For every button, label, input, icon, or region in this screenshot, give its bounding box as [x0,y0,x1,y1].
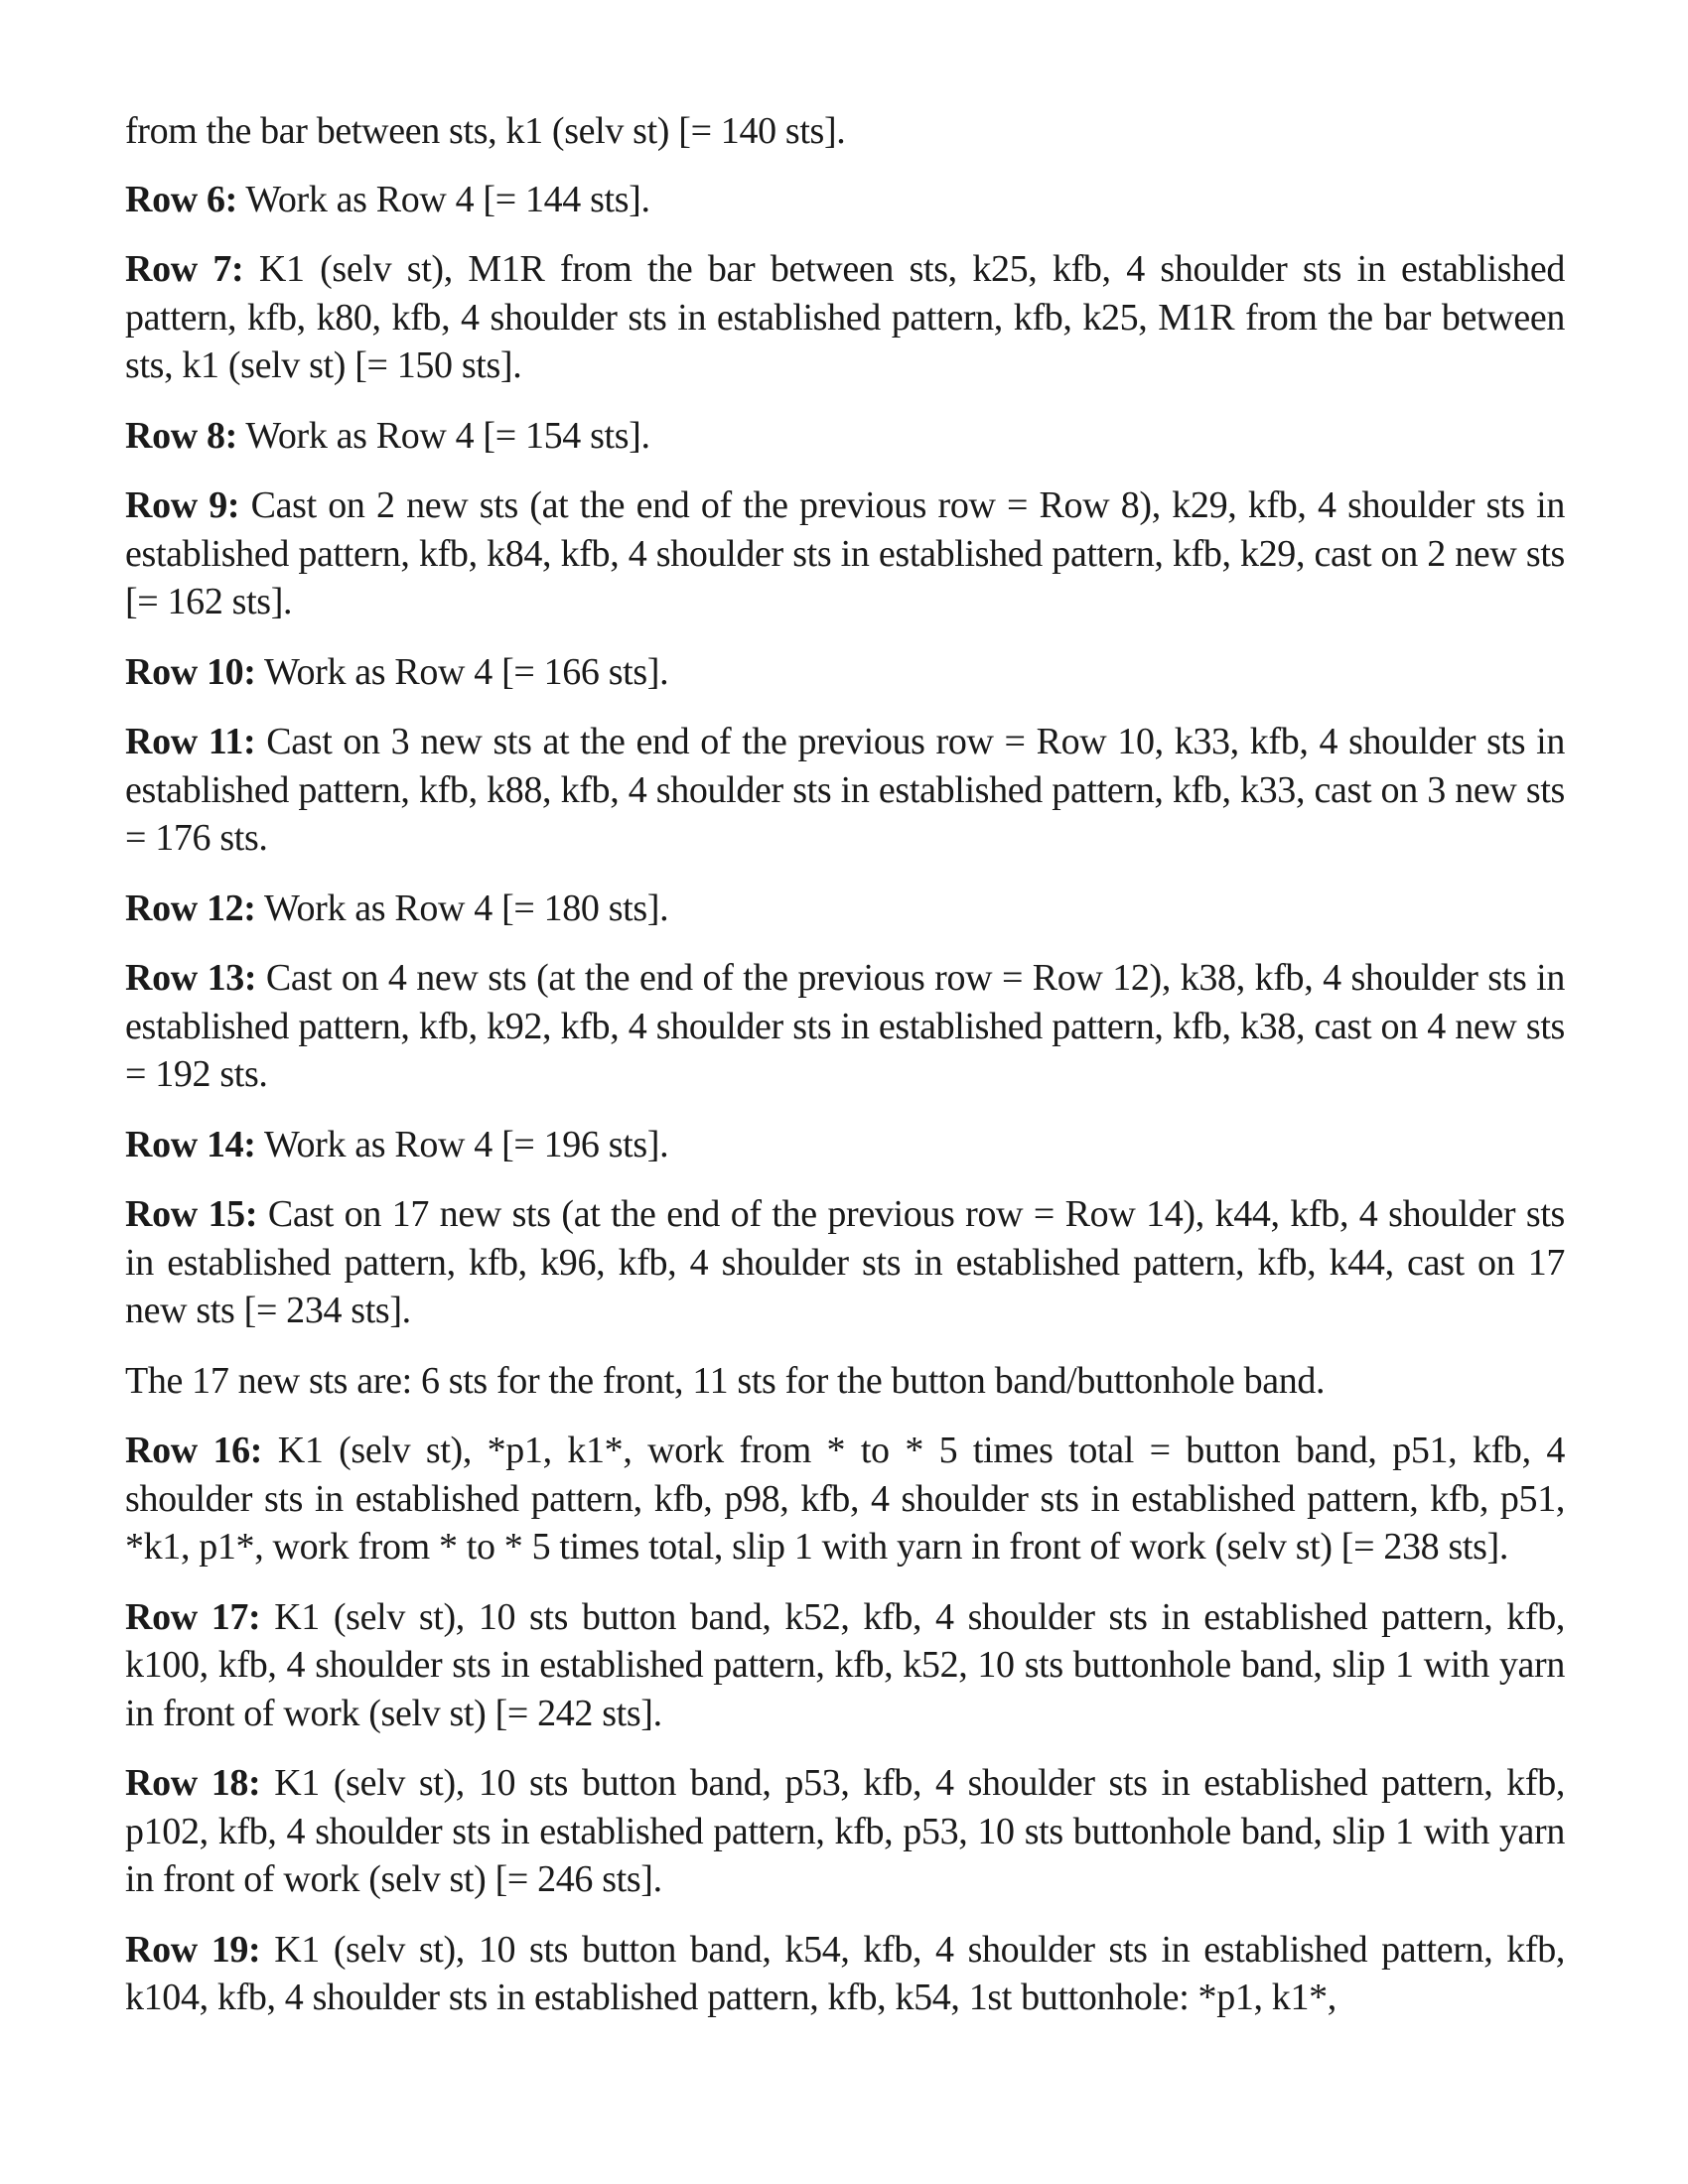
paragraph-row-11 [125,718,1565,863]
row-label: Row 6: [125,178,237,220]
row-label: Row 19: [125,1928,261,1971]
row-label: Row 9: [125,484,240,526]
paragraph-text: K1 (selv st), 10 sts button band, k54, kfb, 4 shoulder sts in established pattern, kfb, k104, kfb, 4 shoulder sts in established pattern, kfb, k54, 1st buttonhole: *p1, k1*, [125,1928,1565,2018]
paragraph-text: K1 (selv st), M1R from the bar between sts, k25, kfb, 4 shoulder sts in established pattern, kfb, k80, kfb, 4 shoulder sts in established pattern, kfb, k25, M1R from the bar between sts, k1 (selv st) [= 150 sts]. [125,248,1565,386]
row-label: Row 7: [125,248,244,290]
paragraph-continuation [125,107,1565,156]
paragraph-text: The 17 new sts are: 6 sts for the front, 11 sts for the button band/buttonhole band. [125,1359,1326,1402]
paragraph-row-16 [125,1427,1565,1571]
paragraph-row-10 [125,648,1565,697]
paragraph-row-18 [125,1759,1565,1904]
paragraph-text: Work as Row 4 [= 196 sts]. [255,1123,669,1165]
paragraph-text: Work as Row 4 [= 154 sts]. [236,414,650,457]
row-label: Row 11: [125,721,256,762]
paragraph-text: Work as Row 4 [= 144 sts]. [236,178,650,220]
paragraph-note [125,1357,1565,1406]
paragraph-text: K1 (selv st), *p1, k1*, work from * to * 5 times total = button band, p51, kfb, 4 shoulder sts in established pattern, kfb, p98, kfb, 4 shoulder sts in established pattern, kfb, p51, *k1, p1*, work from * to * 5 times total, slip 1 with yarn in front of work (selv st) [= 238 sts]. [125,1430,1566,1568]
paragraph-text: Cast on 4 new sts (at the end of the previous row = Row 12), k38, kfb, 4 shoulder sts in established pattern, kfb, k92, kfb, 4 shoulder sts in established pattern, kfb, k38, cast on 4 new sts = 192 sts. [125,957,1565,1095]
paragraph-text: Work as Row 4 [= 166 sts]. [255,650,669,693]
paragraph-text: Cast on 2 new sts (at the end of the previous row = Row 8), k29, kfb, 4 shoulder sts in established pattern, kfb, k84, kfb, 4 shoulder sts in established pattern, kfb, k29, cast on 2 new sts [= 162 sts]. [125,484,1565,622]
paragraph-row-19 [125,1926,1565,2022]
paragraph-row-7 [125,245,1565,390]
paragraph-row-9 [125,481,1565,626]
row-label: Row 16: [125,1430,263,1471]
row-label: Row 14: [125,1123,256,1165]
paragraph-text: Cast on 17 new sts (at the end of the previous row = Row 14), k44, kfb, 4 shoulder sts in established pattern, kfb, k96, kfb, 4 shoulder sts in established pattern, kfb, k44, cast on 17 new sts [= 234 sts]. [125,1193,1565,1331]
paragraph-text: from the bar between sts, k1 (selv st) [= 140 sts]. [125,110,846,152]
paragraph-row-12 [125,885,1565,933]
row-label: Row 17: [125,1595,261,1638]
row-label: Row 12: [125,887,256,929]
row-label: Row 15: [125,1193,258,1235]
paragraph-row-17 [125,1593,1565,1738]
paragraph-text: Cast on 3 new sts at the end of the previous row = Row 10, k33, kfb, 4 shoulder sts in established pattern, kfb, k88, kfb, 4 shoulder sts in established pattern, kfb, k33, cast on 3 new sts = 176 sts. [125,721,1565,859]
paragraph-row-14 [125,1121,1565,1169]
paragraph-row-8 [125,412,1565,461]
paragraph-row-6 [125,176,1565,224]
paragraph-row-13 [125,954,1565,1099]
paragraph-text: K1 (selv st), 10 sts button band, p53, kfb, 4 shoulder sts in established pattern, kfb, p102, kfb, 4 shoulder sts in established pattern, kfb, p53, 10 sts buttonhole band, slip 1 with yarn in front of work (selv st) [= 246 sts]. [125,1762,1565,1900]
paragraph-row-15 [125,1190,1565,1335]
row-label: Row 18: [125,1762,261,1804]
row-label: Row 13: [125,957,257,999]
paragraph-text: K1 (selv st), 10 sts button band, k52, kfb, 4 shoulder sts in established pattern, kfb, k100, kfb, 4 shoulder sts in established pattern, kfb, k52, 10 sts buttonhole band, slip 1 with yarn in front of work (selv st) [= 242 sts]. [125,1595,1565,1734]
paragraph-text: Work as Row 4 [= 180 sts]. [255,887,669,929]
row-label: Row 10: [125,650,256,693]
row-label: Row 8: [125,414,237,457]
document-page [125,107,1565,2044]
